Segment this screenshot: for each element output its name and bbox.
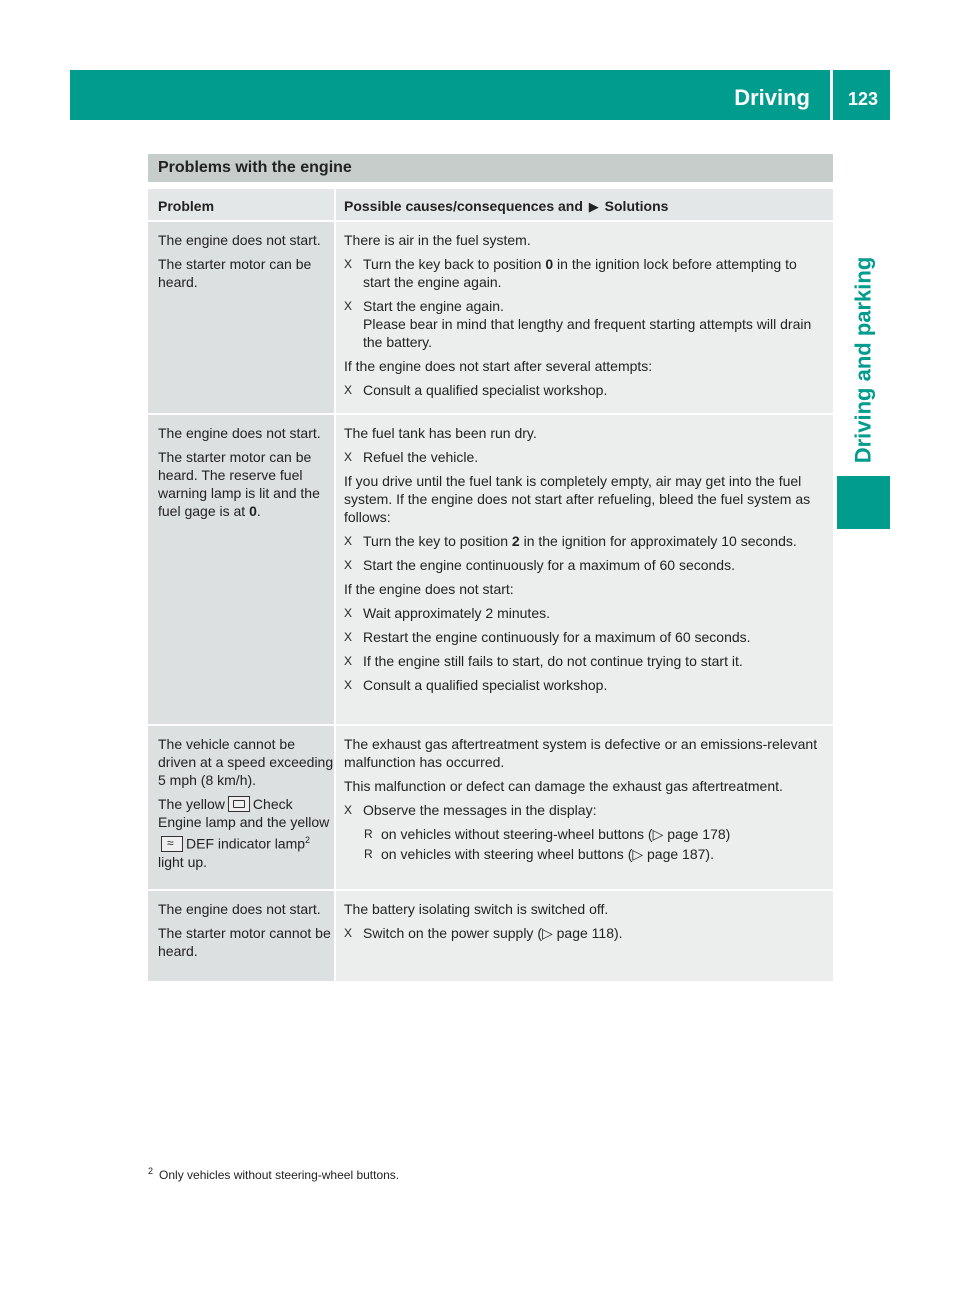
info-text: If you drive until the fuel tank is completely empty, air may get into the fuel system. If the engine does not start after refueling, bleed the fuel system as follows: [344,473,811,525]
problem-cell [148,891,334,981]
step-marker-icon: X [344,654,353,668]
bullet-icon: R [364,827,373,841]
step [344,532,827,550]
problem-text-part: . [256,503,261,519]
step-text: Turn the key to position [363,533,512,549]
section-title: Driving [734,85,810,110]
step-text-bold: 2 [511,533,520,549]
table-header [148,189,833,220]
step-marker-icon: X [344,630,353,644]
step-text: Start the engine again. [363,298,504,314]
info-text: This malfunction or defect can damage the exhaust gas aftertreatment. [344,778,783,794]
step-marker-icon: X [344,926,353,940]
chapter-tab-label: Driving and parking [850,256,876,464]
problem-text [158,448,334,520]
problem-cell [148,415,334,724]
cause-text: There is air in the fuel system. [344,232,531,248]
problem-text: The engine does not start. [158,232,321,248]
step-text: Wait approximately 2 minutes. [363,605,550,621]
note-text: If the engine does not start after several attempts: [344,358,653,374]
bullet-text: on vehicles without steering-wheel buttons (▷ page 178) [381,826,731,842]
footnote-number: 2 [148,1166,154,1176]
step [344,924,827,942]
table-row [148,222,833,413]
problem-text: The engine does not start. [158,901,321,917]
cause-text: The exhaust gas aftertreatment system is defective or an emissions-relevant malfunction has occurred. [344,736,818,770]
header-solutions-suffix: Solutions [604,198,669,214]
list-item [344,845,827,863]
step [344,297,827,351]
problem-cell [148,222,334,413]
bullet-text: on vehicles with steering wheel buttons (▷ page 187). [381,846,714,862]
header-solutions [336,189,833,220]
step-text: Please bear in mind that lengthy and frequent starting attempts will drain the battery. [363,316,812,350]
problem-text-part: DEF indicator lamp [186,835,306,852]
step [344,801,827,819]
step-text: Start the engine continuously for a maximum of 60 seconds. [363,557,735,573]
problem-text-part: The yellow [158,796,225,812]
step-marker-icon: X [344,534,353,548]
table-title: Problems with the engine [148,154,833,182]
problem-text: The engine does not start. [158,425,321,441]
step [344,448,827,466]
step-marker-icon: X [344,803,353,817]
step-text: in the ignition lock before attempting to start the engine again. [363,256,797,290]
table-row [148,415,833,724]
problem-text: The starter motor cannot be heard. [158,925,331,959]
list-item [344,825,827,843]
step-marker-icon: X [344,678,353,692]
check-engine-icon [228,796,250,812]
step [344,255,827,291]
step-marker-icon: X [344,383,353,397]
header-bar [70,70,890,120]
def-indicator-icon [161,836,183,852]
solution-cell [336,222,833,413]
step-marker-icon: X [344,450,353,464]
step [344,676,827,694]
step [344,381,827,399]
footnote [148,1166,399,1182]
footnote-ref: 2 [305,835,311,846]
page-number: 123 [847,89,879,109]
step-text: Switch on the power supply (▷ page 118). [363,925,623,941]
table-row [148,891,833,981]
step [344,556,827,574]
step [344,628,827,646]
header-problem: Problem [148,189,334,220]
step-text: If the engine still fails to start, do not continue trying to start it. [363,653,743,669]
header-divider [830,70,833,120]
table-row [148,726,833,889]
problem-cell [148,726,334,889]
step [344,652,827,670]
step-marker-icon: X [344,257,353,271]
problem-text-part: light up. [158,854,208,871]
step-marker-icon: X [344,558,353,572]
step-text: Observe the messages in the display: [363,802,597,818]
chapter-marker [837,476,890,529]
note-text: If the engine does not start: [344,581,514,597]
problem-text [158,795,334,871]
step-marker-icon: X [344,606,353,620]
step-text-bold: 0 [545,256,554,272]
solution-cell [336,891,833,981]
cause-text: The battery isolating switch is switched off. [344,901,609,917]
header-solutions-prefix: Possible causes/consequences and [344,198,583,214]
step-text: Turn the key back to position [363,256,546,272]
step-text: in the ignition for approximately 10 seconds. [519,533,797,549]
step-text: Refuel the vehicle. [363,449,479,465]
footnote-text: Only vehicles without steering-wheel buttons. [159,1168,400,1182]
bullet-icon: R [364,847,373,861]
step-text: Consult a qualified specialist workshop. [363,382,608,398]
step [344,604,827,622]
problem-text-bold: 0 [249,503,257,519]
problem-text: The vehicle cannot be driven at a speed exceeding 5 mph (8 km/h). [158,736,334,788]
problems-table [148,189,833,983]
cause-text: The fuel tank has been run dry. [344,425,537,441]
problem-text-part: The starter motor can be heard. The reserve fuel warning lamp is lit and the fuel gage is at [158,449,320,519]
solution-cell [336,726,833,889]
problem-text-part: Check Engine lamp and the yellow [158,796,330,831]
problem-text: The starter motor can be heard. [158,256,312,290]
step-text: Consult a qualified specialist workshop. [363,677,608,693]
arrow-icon: ▶ [588,199,599,214]
step-text: Restart the engine continuously for a maximum of 60 seconds. [363,629,751,645]
solution-cell [336,415,833,724]
step-marker-icon: X [344,299,353,313]
chapter-tab [837,235,890,485]
